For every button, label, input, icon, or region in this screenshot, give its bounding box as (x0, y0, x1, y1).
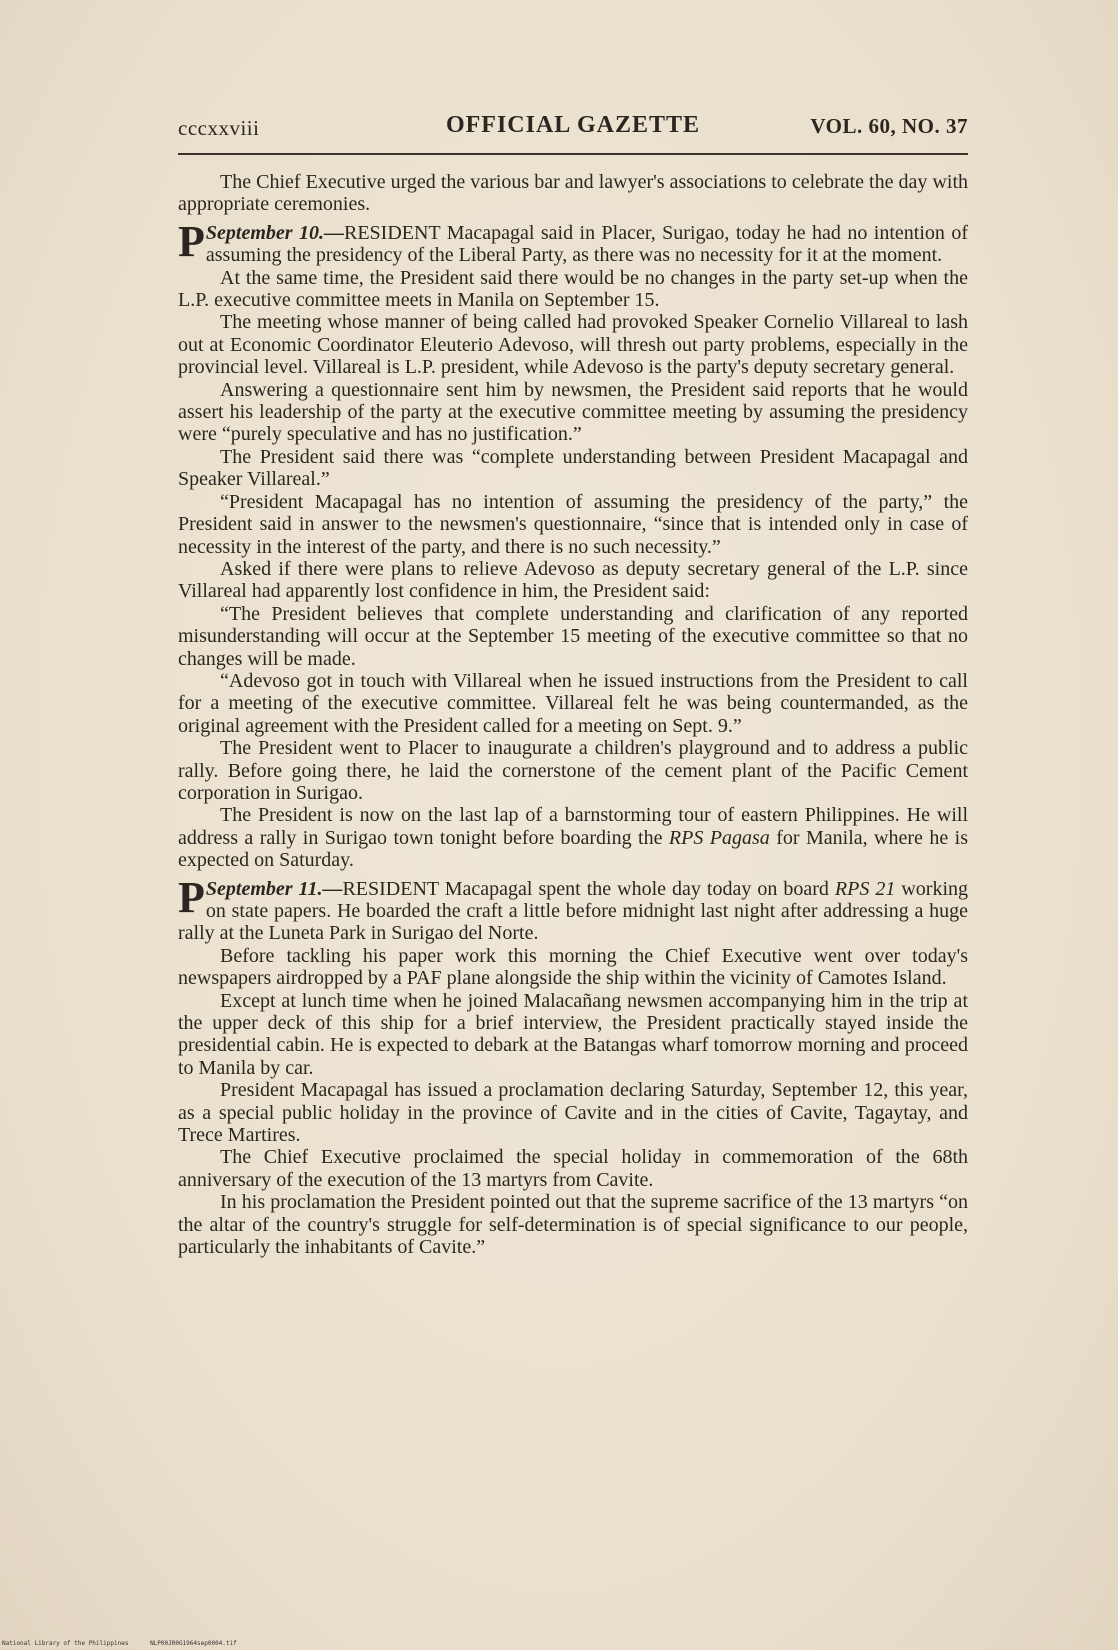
page-number: cccxxviii (178, 116, 260, 140)
paragraph: The President went to Placer to inaugurate a children's playground and to address a public rally. Before going there, he laid the cornerstone of the cement plant of the Pacific Cement corporation in Surigao. (178, 737, 968, 804)
entry-september-11 (178, 872, 969, 1259)
paragraph: The Chief Executive proclaimed the special holiday in commemoration of the 68th anniversary of the execution of the 13 martyrs from Cavite. (178, 1146, 968, 1191)
page-header (178, 112, 968, 152)
publication-title: OFFICIAL GAZETTE (445, 112, 701, 138)
paragraph: Except at lunch time when he joined Malacañang newsmen accompanying him in the trip at the upper deck of this ship for a brief interview, the President practically stayed inside the presidential cabin. He is expected to debark at the Batangas wharf tomorrow morning and proceed to Manila by car. (178, 989, 968, 1079)
entry-lead (178, 872, 969, 945)
paragraph: The meeting whose manner of being called had provoked Speaker Cornelio Villareal to lash out at Economic Coordinator Eleuterio Adevoso, will thresh out party problems, especially in the provincial level. Villareal is L.P. president, while Adevoso is the party's deputy secretary general. (178, 311, 968, 379)
paragraph: Answering a questionnaire sent him by newsmen, the President said reports that he would assert his leadership of the party at the executive committee meeting by assuming the presidency were “purely speculative and has no justification.” (178, 378, 968, 446)
entry-date: September 10.— (205, 221, 344, 244)
paragraph: “The President believes that complete understanding and clarification of any reported misunderstanding will occur at the September 15 meeting of the executive committee so that no changes will be made. (178, 602, 968, 670)
entry-lead-text: working on state papers. He boarded the craft a little before midnight last night after addressing a huge rally at the Luneta Park in Surigao del Norte. (178, 877, 969, 945)
drop-cap: P (178, 216, 205, 266)
paragraph: “President Macapagal has no intention of assuming the presidency of the party,” the President said in answer to the newsmen's questionnaire, “since that is intended only in case of necessity in the interest of the party, and there is no such necessity.” (178, 490, 968, 558)
paragraph: President Macapagal has issued a proclamation declaring Saturday, September 12, this year, as a special public holiday in the province of Cavite and in the cities of Cavite, Tagaytay, and Trece Martires. (178, 1079, 968, 1147)
entry-lead-text: RESIDENT Macapagal spent the whole day today on board (342, 877, 829, 900)
article-body (178, 171, 968, 1259)
library-credit: National Library of the Philippines (2, 1640, 129, 1647)
paragraph: Before tackling his paper work this morning the Chief Executive went over today's newspapers airdropped by a PAF plane alongside the ship within the vicinity of Camotes Island. (178, 944, 968, 990)
entry-september-10 (178, 216, 969, 872)
paragraph: Asked if there were plans to relieve Adevoso as deputy secretary general of the L.P. since Villareal had apparently lost confidence in him, the President said: (178, 557, 968, 603)
paragraph-text: The President is now on the last lap of a barnstorming tour of eastern Philippines. He will address a rally in Surigao town tonight before boarding the (178, 804, 968, 849)
paragraph: “Adevoso got in touch with Villareal when he issued instructions from the President to call for a meeting of the executive committee. Villareal felt he was being countermanded, as the original agreement with the President called for a meeting on Sept. 9.” (178, 669, 968, 737)
paragraph-text: for Manila, where he is expected on Saturday. (178, 826, 969, 872)
entry-date: September 11.— (205, 877, 343, 900)
volume-number: VOL. 60, NO. 37 (810, 114, 968, 138)
paragraph (178, 804, 968, 871)
intro-paragraph: The Chief Executive urged the various bar and lawyer's associations to celebrate the day with appropriate ceremonies. (178, 171, 968, 216)
ship-name: RPS Pagasa (668, 826, 770, 849)
header-rule (178, 153, 968, 155)
file-name: NLP00JR0G1964sep0004.tif (150, 1640, 237, 1647)
scan-footer (2, 1640, 402, 1650)
paragraph: At the same time, the President said there would be no changes in the party set-up when the L.P. executive committee meets in Manila on September 15. (178, 266, 968, 312)
entry-lead-text: RESIDENT Macapagal said in Placer, Surigao, today he had no intention of assuming the presidency of the Liberal Party, as there was no necessity for it at the moment. (205, 221, 968, 267)
drop-cap: P (178, 872, 205, 922)
paragraph: In his proclamation the President pointed out that the supreme sacrifice of the 13 martyrs “on the altar of the country's struggle for self-determination is of special significance to our people, particularly the inhabitants of Cavite.” (178, 1191, 968, 1259)
ship-name: RPS 21 (834, 877, 896, 900)
paragraph: The President said there was “complete understanding between President Macapagal and Speaker Villareal.” (178, 445, 968, 491)
entry-lead (178, 216, 968, 267)
